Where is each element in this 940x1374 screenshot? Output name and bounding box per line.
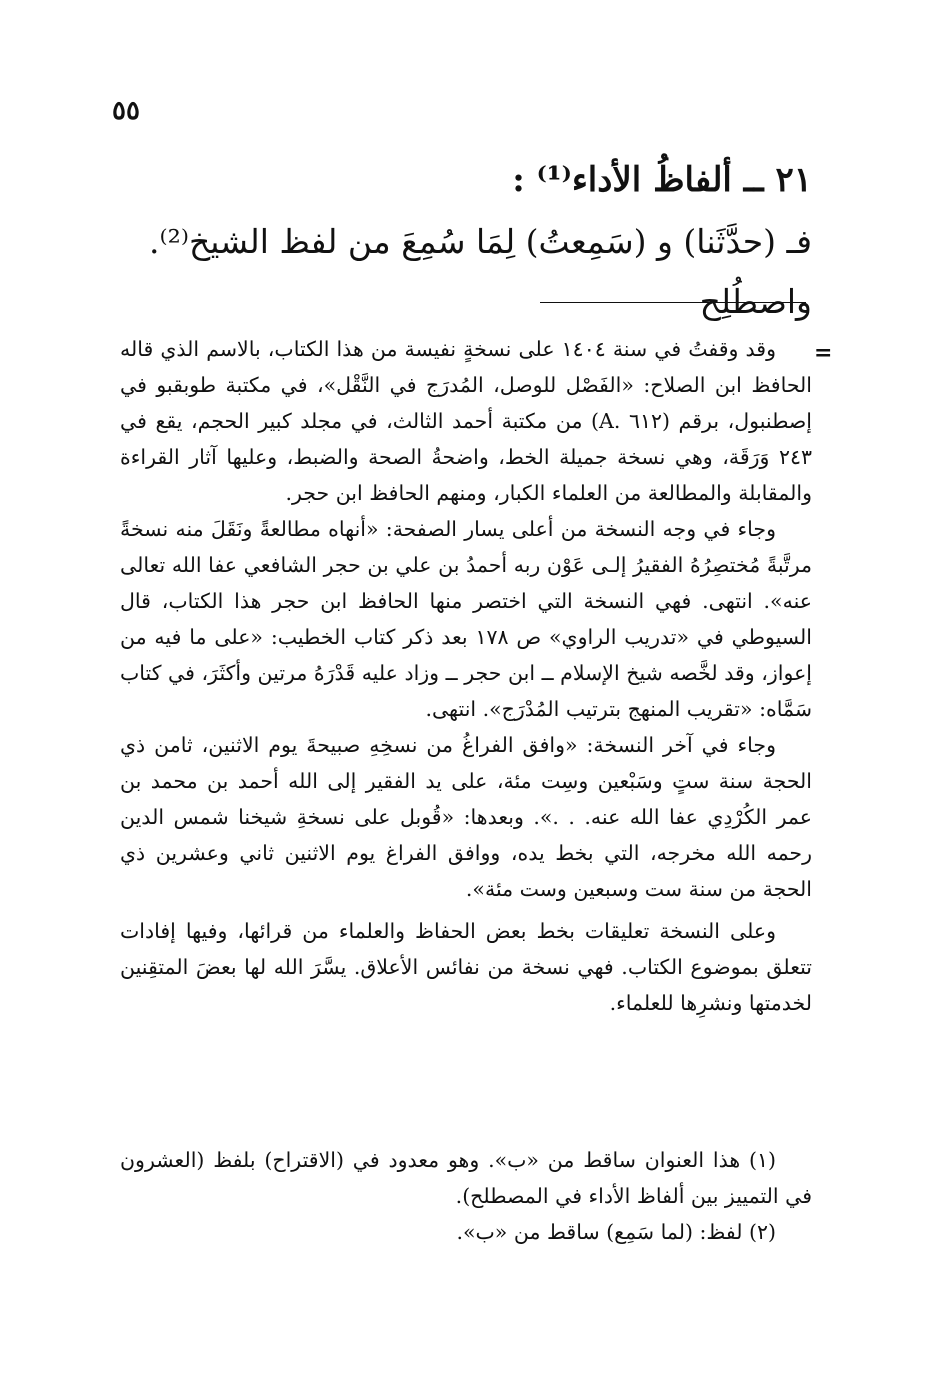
- section-heading: ٢١ ــ ألفاظُ الأداء⁽¹⁾ :: [512, 160, 812, 200]
- footnote-2: (٢) لفظ: (لما سَمِع) ساقط من «ب».: [456, 1220, 776, 1244]
- continuation-mark: =: [814, 340, 833, 366]
- footnote-divider: [540, 302, 806, 303]
- note-paragraph-4: وعلى النسخة تعليقات بخط بعض الحفاظ والعلماء من قرائها، وفيها إفادات تتعلق بموضوع الكتاب. فهي نسخة من نفائس الأعلاق. يسَّرَ الله لها بعضَ المتقِنين لخدمتها ونشرِها للعلماء.: [120, 919, 812, 1015]
- main-text-line: فـ (حدَّثَنا) و (سَمِعتُ) لِمَا سُمِعَ من لفظ الشيخ⁽²⁾. واصطُلِح: [149, 222, 812, 321]
- footnote-1: (١) هذا العنوان ساقط من «ب». وهو معدود في (الاقتراح) بلفظ (العشرون في التمييز بين ألفاظ الأداء في المصطلح).: [120, 1148, 812, 1208]
- note-paragraph-2: وجاء في وجه النسخة من أعلى يسار الصفحة: «أنهاه مطالعةً ونَقَلَ منه نسخةً مرتَّبةً مُختصِرُهُ الفقيرُ إلـى عَوْن ربه أحمدُ بن علي بن حجر الشافعي عفا الله تعالى عنه». انتهى. فهي النسخة التي اختصر منها الحافظ ابن حجر هذا الكتاب، قال السيوطي في «تدريب الراوي» ص ١٧٨ بعد ذكر كتاب الخطيب: «على ما فيه من إعواز، وقد لخَّصه شيخ الإسلام ــ ابن حجر ــ وزاد عليه قَدْرَهُ مرتين وأكثَرَ، في كتاب سَمَّاه: «تقريب المنهج بترتيب المُدْرَج». انتهى.: [120, 517, 813, 721]
- page-number: ٥٥: [112, 96, 140, 126]
- note-paragraph-3: وجاء في آخر النسخة: «وافق الفراغُ من نسخِهِ صبيحةَ يوم الاثنين، ثامن ذي الحجة سنة ستٍ وسَبْعين وسِت مئة، على يد الفقير إلى الله أحمد بن محمد بن عمر الكُرْدِي عفا الله عنه. . .». وبعدها: «قُوبل على نسخةِ شيخنا شمس الدين رحمه الله مخرجه، التي بخط يده، ووافق الفراغ يوم الاثنين ثاني وعشرين ذي الحجة من سنة ست وسبعين وست مئة».: [120, 733, 812, 901]
- notes-block: [120, 331, 812, 1021]
- footnotes-block: [120, 1142, 812, 1250]
- note-paragraph-1: وقد وقفتُ في سنة ١٤٠٤ على نسخةٍ نفيسة من هذا الكتاب، بالاسم الذي قاله الحافظ ابن الصلاح: «الفَصْل للوصل، المُدرَج في النَّقْل»، في مكتبة طوبقبو في إصطنبول، برقم (٦١٢ .A) من مكتبة أحمد الثالث، في مجلد كبير الحجم، يقع في ٢٤٣ وَرَقَة، وهي نسخة جميلة الخط، واضحةُ الصحة والضبط، وعليها آثار القراءة والمقابلة والمطالعة من العلماء الكبار، ومنهم الحافظ ابن حجر.: [120, 337, 812, 505]
